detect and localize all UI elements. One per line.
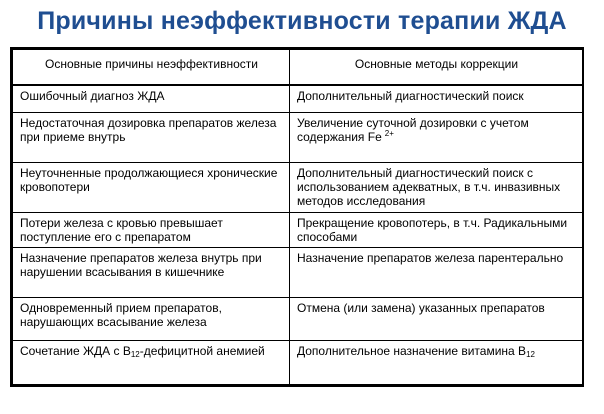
header-methods: Основные методы коррекции (290, 50, 583, 86)
table-row (13, 248, 583, 298)
b12-subscript: 12 (526, 350, 535, 359)
method-cell: Назначение препаратов железа парентерально (290, 248, 583, 298)
slide-title: Причины неэффективности терапии ЖДА (37, 7, 567, 35)
table-row (13, 163, 583, 213)
b12-subscript: 12 (130, 350, 140, 359)
table-row (13, 113, 583, 163)
cause-cell (13, 341, 290, 385)
header-causes: Основные причины неэффективности (13, 50, 290, 86)
table-header-row (13, 50, 583, 86)
ida-therapy-table (10, 47, 584, 387)
method-cell (290, 113, 583, 163)
method-cell: Дополнительный диагностический поиск с использованием адекватных, в т.ч. инвазивных методов исследования (290, 163, 583, 213)
table-row (13, 85, 583, 113)
ida-table (12, 49, 583, 385)
method-cell: Дополнительный диагностический поиск (290, 85, 583, 113)
cause-cell: Назначение препаратов железа внутрь при нарушении всасывания в кишечнике (13, 248, 290, 298)
table-row (13, 341, 583, 385)
method-cell: Прекращение кровопотерь, в т.ч. Радикальными способами (290, 213, 583, 248)
table-row (13, 298, 583, 341)
method-text: Увеличение суточной дозировки с учетом содержания Fe (297, 116, 529, 144)
method-cell: Отмена (или замена) указанных препаратов (290, 298, 583, 341)
method-text: Дополнительное назначение витамина B (297, 344, 527, 358)
cause-cell: Ошибочный диагноз ЖДА (13, 85, 290, 113)
cause-cell: Недостаточная дозировка препаратов железа при приеме внутрь (13, 113, 290, 163)
table-row (13, 213, 583, 248)
cause-text-before: Сочетание ЖДА с B (20, 344, 131, 358)
cause-cell: Одновременный прием препаратов, нарушающих всасывание железа (13, 298, 290, 341)
iron-ion-charge: 2+ (384, 129, 394, 138)
cause-cell: Неуточненные продолжающиеся хронические кровопотери (13, 163, 290, 213)
cause-text-after: -дефицитной анемией (139, 344, 265, 358)
cause-cell: Потери железа с кровью превышает поступление его с препаратом (13, 213, 290, 248)
method-cell (290, 341, 583, 385)
